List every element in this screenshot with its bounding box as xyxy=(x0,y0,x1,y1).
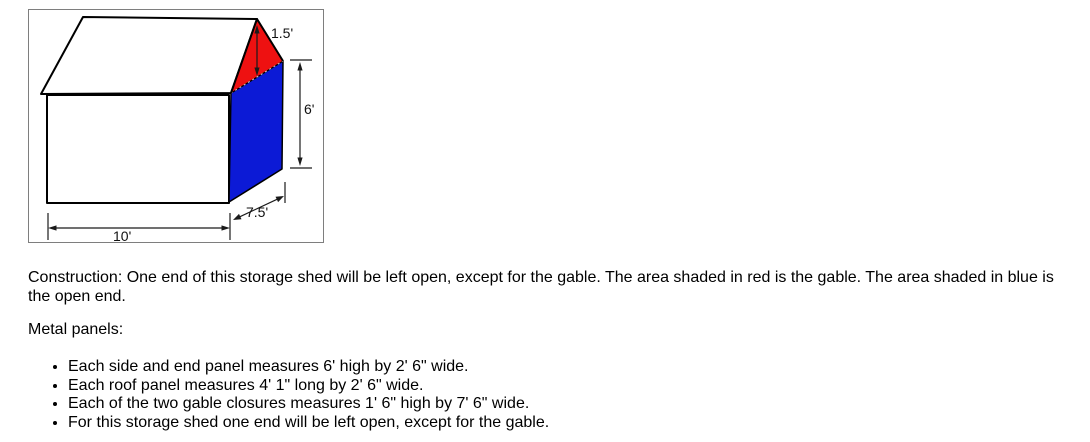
panel-spec-item: • For this storage shed one end will be left open, except for the gable. xyxy=(68,414,1090,433)
front-wall-face xyxy=(47,95,229,203)
width-label: 10' xyxy=(113,228,132,242)
roof-face xyxy=(41,17,257,94)
panel-spec-item: • Each side and end panel measures 6' high by 2' 6" wide. xyxy=(68,358,1090,377)
wall-height-label: 6' xyxy=(304,101,315,117)
gable-height-label: 1.5' xyxy=(271,25,294,41)
construction-paragraph: Construction: One end of this storage shed will be left open, except for the gable. The area shaded in red is the gable. The area shaded in blue is the open end. xyxy=(28,269,1054,305)
panel-spec-item: • Each roof panel measures 4' 1" long by 2' 6" wide. xyxy=(68,377,1090,396)
shed-diagram-box xyxy=(28,9,324,243)
panel-spec-item: • Each of the two gable closures measures 1' 6" high by 7' 6" wide. xyxy=(68,395,1090,414)
width-dimension xyxy=(48,213,230,240)
shed-diagram-svg xyxy=(29,10,323,242)
panel-spec-list xyxy=(28,358,1090,432)
metal-panels-heading: Metal panels: xyxy=(28,321,124,338)
depth-label: 7.5' xyxy=(246,204,269,220)
